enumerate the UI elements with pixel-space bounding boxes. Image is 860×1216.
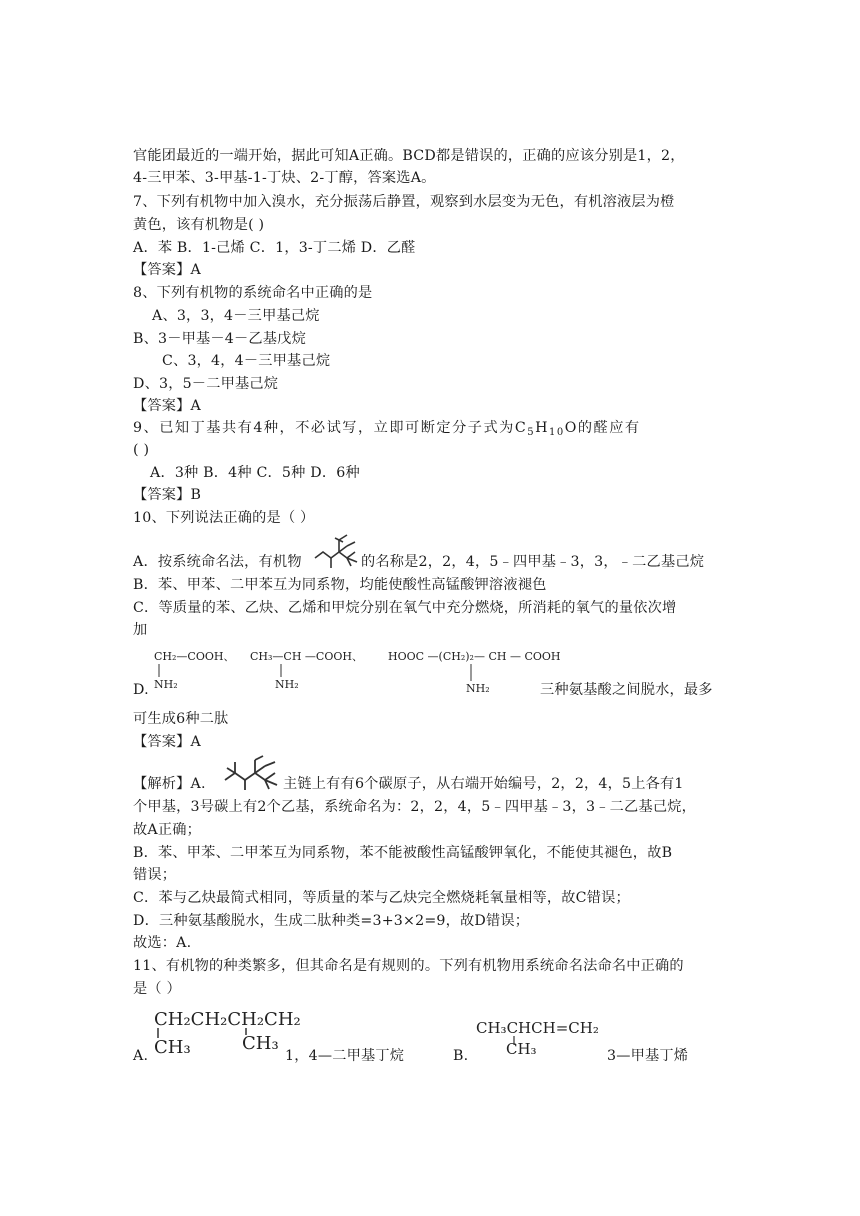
amino-acids-formula-image xyxy=(150,646,561,695)
question-7-options: A．苯 B．1-己烯 C．1，3-丁二烯 D．乙醛 xyxy=(133,240,416,256)
analysis-d: D．三种氨基酸脱水，生成二肽种类=3+3×2=9，故D错误； xyxy=(133,913,530,929)
option-b-methyl: CH₃ xyxy=(506,1040,537,1058)
q9-text-a: 9、已知丁基共有4种，不必试写，立即可断定分子式为C xyxy=(133,420,528,436)
aa2-formula: CH₃—CH —COOH、 xyxy=(250,650,363,663)
question-10-answer: 【答案】A xyxy=(133,734,201,750)
question-8-stem: 8、下列有机物的系统命名中正确的是 xyxy=(133,285,373,301)
option-b-chain: CH₃CHCH=CH₂ xyxy=(476,1019,599,1037)
option-a-structure-image xyxy=(150,1003,301,1059)
aa2-amino-group: NH₂ xyxy=(275,678,299,691)
analysis-b-cont: 错误； xyxy=(133,867,177,883)
aa3-amino-group: NH₂ xyxy=(466,682,490,695)
question-7-stem-cont: 黄色，该有机物是( ) xyxy=(133,217,265,233)
question-11-option-a-text: 1，4—二甲基丁烷 xyxy=(285,1048,405,1064)
text-line: 4-三甲苯、3-甲基-1-丁炔、2-丁醇，答案选A。 xyxy=(133,170,436,186)
q9-subscript-h: 10 xyxy=(548,427,565,438)
question-10-option-d-text: 三种氨基酸之间脱水，最多 xyxy=(540,682,713,698)
question-11-option-b-text: 3—甲基丁烯 xyxy=(607,1048,689,1064)
question-11-stem: 11、有机物的种类繁多，但其命名是有规则的。下列有机物用系统命名法命名中正确的 xyxy=(133,958,684,974)
question-8-option-a: A、3，3，4－三甲基己烷 xyxy=(152,308,320,324)
analysis-conclusion: 故选：A. xyxy=(133,935,192,951)
question-7-stem: 7、下列有机物中加入溴水，充分振荡后静置，观察到水层变为无色，有机溶液层为橙 xyxy=(133,194,675,210)
question-9-stem xyxy=(133,418,641,443)
question-11-option-a-label: A. xyxy=(133,1048,149,1064)
option-a-right-methyl: CH₃ xyxy=(242,1033,279,1054)
question-9-options: A．3种 B．4种 C．5种 D．6种 xyxy=(150,465,360,481)
aa1-amino-group: NH₂ xyxy=(154,678,178,691)
question-10-option-b: B．苯、甲苯、二甲苯互为同系物，均能使酸性高锰酸钾溶液褪色 xyxy=(133,577,547,593)
question-10-option-c: C．等质量的苯、乙炔、乙烯和甲烷分别在氧气中充分燃烧，所消耗的氧气的量依次增 xyxy=(133,600,677,616)
question-8-option-b: B、3－甲基－4－乙基戊烷 xyxy=(133,331,306,347)
analysis-lead: 【解析】A. xyxy=(133,776,206,792)
analysis-text: 主链上有有6个碳原子，从右端开始编号，2，2，4，5上各有1 xyxy=(283,776,684,792)
option-b-structure-image xyxy=(472,1016,602,1058)
question-10-option-a-lead: A．按系统命名法，有机物 xyxy=(133,554,302,570)
option-a-left-methyl: CH₃ xyxy=(154,1037,191,1058)
aa3-formula: HOOC —(CH₂)₂— CH — COOH xyxy=(388,650,561,663)
analysis-text-cont: 故A正确； xyxy=(133,822,201,838)
question-10-option-d-label: D. xyxy=(133,682,149,698)
question-10-stem: 10、下列说法正确的是（ ） xyxy=(133,510,315,526)
question-8-option-d: D、3，5－二甲基己烷 xyxy=(133,376,279,392)
q9-text-c: O的醛应有 xyxy=(564,420,641,436)
question-9-answer: 【答案】B xyxy=(133,487,202,503)
question-11-stem-cont: 是（ ） xyxy=(133,981,181,997)
question-10-option-c-cont: 加 xyxy=(133,622,148,638)
skeletal-structure-image-2 xyxy=(221,754,285,794)
question-9-stem-cont: ( ) xyxy=(133,442,150,458)
analysis-text-cont: 个甲基，3号碳上有2个乙基，系统命名为：2，2，4，5﹣四甲基﹣3，3﹣二乙基己烷， xyxy=(133,799,696,815)
text-line: 官能团最近的一端开始，据此可知A正确。BCD都是错误的，正确的应该分别是1，2， xyxy=(133,148,685,164)
question-10-option-a-rest: 的名称是2，2，4，5﹣四甲基﹣3，3，﹣二乙基己烷 xyxy=(361,554,705,570)
q9-text-h: H xyxy=(535,420,549,436)
question-8-option-c: C、3，4，4－三甲基己烷 xyxy=(162,353,331,369)
skeletal-structure-image xyxy=(313,532,363,572)
question-11-option-b-label: B. xyxy=(453,1048,469,1064)
question-10-option-d-cont: 可生成6种二肽 xyxy=(133,711,229,727)
analysis-b: B．苯、甲苯、二甲苯互为同系物，苯不能被酸性高锰酸钾氧化，不能使其褪色，故B xyxy=(133,845,673,861)
analysis-c: C．苯与乙炔最简式相同，等质量的苯与乙炔完全燃烧耗氧量相等，故C错误； xyxy=(133,890,630,906)
q9-subscript-c: 5 xyxy=(527,427,536,438)
aa1-formula: CH₂—COOH、 xyxy=(154,650,235,663)
question-8-answer: 【答案】A xyxy=(133,398,201,414)
question-7-answer: 【答案】A xyxy=(133,262,201,278)
option-a-chain: CH₂CH₂CH₂CH₂ xyxy=(154,1009,301,1030)
